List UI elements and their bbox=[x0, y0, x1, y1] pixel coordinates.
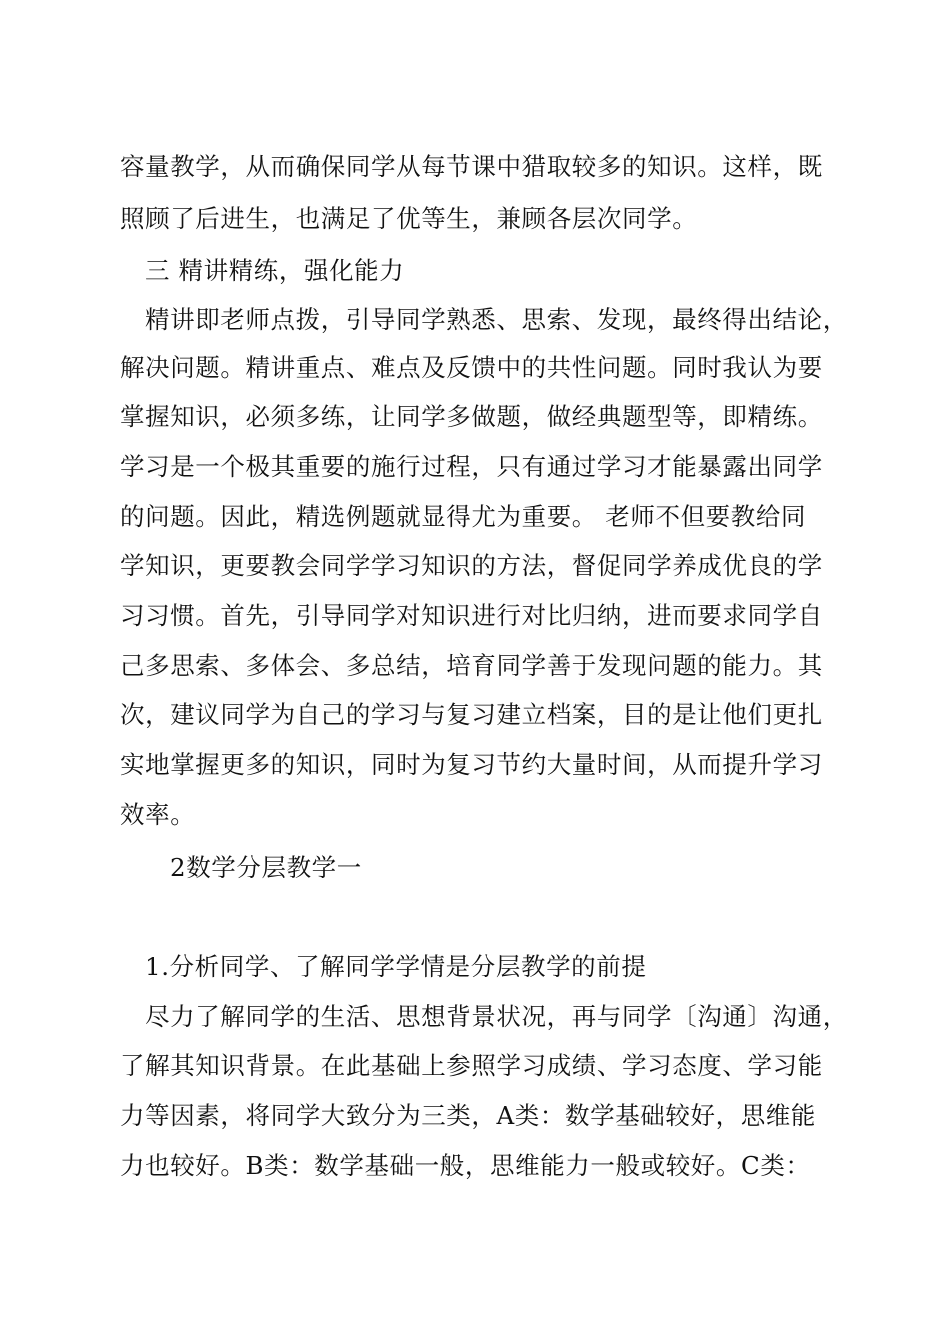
paragraph-line: 次，建议同学为自己的学习与复习建立档案，目的是让他们更扎 bbox=[120, 700, 823, 729]
subsection-heading: 1.分析同学、了解同学学情是分层教学的前提 bbox=[145, 952, 647, 981]
paragraph-line: 学知识，更要教会同学学习知识的方法，督促同学养成优良的学 bbox=[120, 551, 823, 580]
paragraph-line: 了解其知识背景。在此基础上参照学习成绩、学习态度、学习能 bbox=[120, 1051, 823, 1080]
paragraph-line: 习习惯。首先，引导同学对知识进行对比归纳，进而要求同学自 bbox=[120, 601, 823, 630]
paragraph-line: 容量教学，从而确保同学从每节课中猎取较多的知识。这样，既 bbox=[120, 152, 823, 181]
section-heading: 2数学分层教学一 bbox=[170, 853, 362, 882]
paragraph-line: 实地掌握更多的知识，同时为复习节约大量时间，从而提升学习 bbox=[120, 750, 823, 779]
paragraph-line: 学习是一个极其重要的施行过程，只有通过学习才能暴露出同学 bbox=[120, 452, 823, 481]
paragraph-line: 效率。 bbox=[120, 800, 196, 829]
paragraph-line: 力也较好。B类：数学基础一般，思维能力一般或较好。C类： bbox=[120, 1151, 811, 1180]
paragraph-line: 力等因素，将同学大致分为三类，A类：数学基础较好，思维能 bbox=[120, 1101, 816, 1130]
paragraph-line: 尽力了解同学的生活、思想背景状况，再与同学〔沟通〕沟通， bbox=[145, 1002, 848, 1031]
paragraph-line: 的问题。因此，精选例题就显得尤为重要。 老师不但要教给同 bbox=[120, 502, 807, 531]
paragraph-line: 己多思索、多体会、多总结，培育同学善于发现问题的能力。其 bbox=[120, 651, 823, 680]
section-heading: 三 精讲精练，强化能力 bbox=[145, 256, 405, 285]
paragraph-line: 精讲即老师点拨，引导同学熟悉、思索、发现，最终得出结论， bbox=[145, 305, 848, 334]
paragraph-line: 掌握知识，必须多练，让同学多做题，做经典题型等，即精练。 bbox=[120, 402, 823, 431]
paragraph-line: 解决问题。精讲重点、难点及反馈中的共性问题。同时我认为要 bbox=[120, 353, 823, 382]
paragraph-line: 照顾了后进生，也满足了优等生，兼顾各层次同学。 bbox=[120, 204, 698, 233]
